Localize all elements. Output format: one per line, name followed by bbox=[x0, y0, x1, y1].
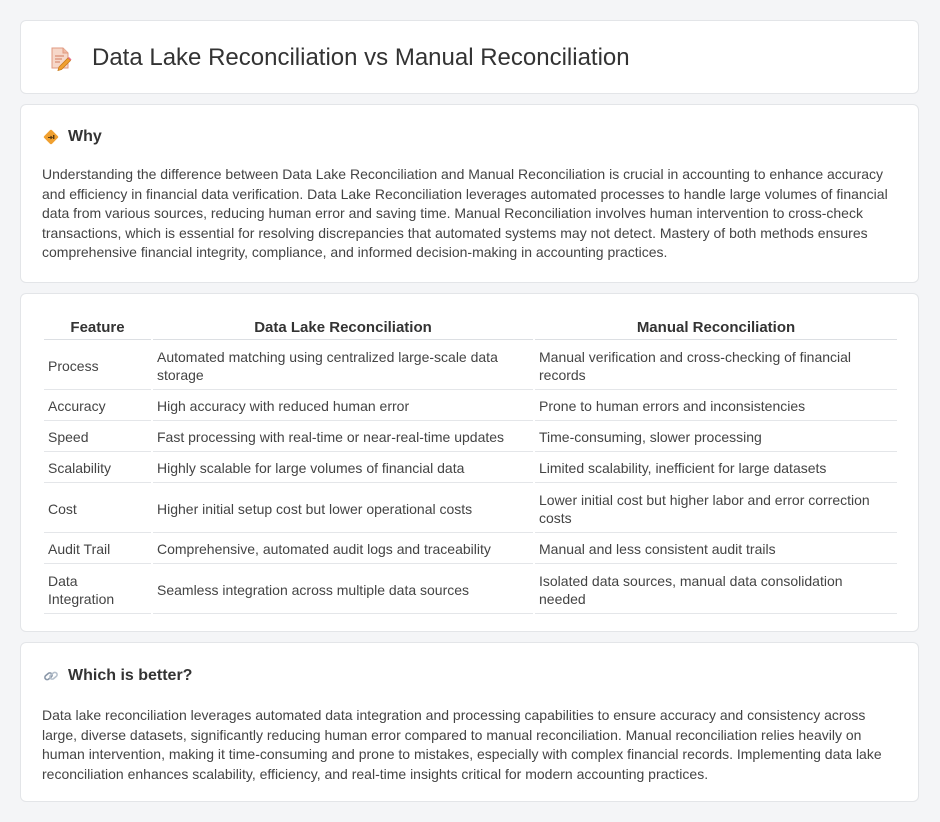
comparison-card bbox=[20, 293, 919, 632]
manual-cell: Lower initial cost but higher labor and error correction costs bbox=[535, 485, 897, 533]
data-lake-cell: Highly scalable for large volumes of financial data bbox=[153, 454, 533, 483]
header-data-lake: Data Lake Reconciliation bbox=[153, 316, 533, 340]
feature-cell: Scalability bbox=[44, 454, 151, 483]
data-lake-cell: Comprehensive, automated audit logs and traceability bbox=[153, 535, 533, 564]
why-text: Understanding the difference between Data Lake Reconciliation and Manual Reconciliation is crucial in accounting to enhance accuracy and efficiency in financial data verification. Data Lake Reconciliation leverages automated processes to handle large volumes of financial data from various sources, reducing human error and saving time. Manual Reconciliation involves human intervention to cross-check transactions, which is essential for resolving discrepancies that automated systems may not detect. Mastery of both methods ensures comprehensive financial integrity, compliance, and informed decision-making in accounting practices. bbox=[42, 166, 888, 261]
link-icon bbox=[43, 668, 59, 684]
table-row bbox=[44, 342, 897, 390]
data-lake-cell: Seamless integration across multiple data sources bbox=[153, 566, 533, 614]
feature-cell: Cost bbox=[44, 485, 151, 533]
better-text: Data lake reconciliation leverages automated data integration and processing capabilities to ensure accuracy and consistency across large, diverse datasets, significantly reducing human error compared to manual reconciliation. Manual reconciliation relies heavily on human intervention, making it time-consuming and prone to mistakes, especially with complex financial records. Implementing data lake reconciliation enhances scalability, efficiency, and real-time insights critical for modern accounting practices. bbox=[42, 707, 882, 782]
header-card bbox=[20, 20, 919, 94]
feature-cell: Data Integration bbox=[44, 566, 151, 614]
data-lake-cell: Fast processing with real-time or near-real-time updates bbox=[153, 423, 533, 452]
table-row bbox=[44, 566, 897, 614]
why-section bbox=[20, 104, 919, 283]
header-manual: Manual Reconciliation bbox=[535, 316, 897, 340]
better-heading: Which is better? bbox=[68, 667, 193, 684]
data-lake-cell: Automated matching using centralized large-scale data storage bbox=[153, 342, 533, 390]
better-heading-row bbox=[43, 667, 192, 685]
manual-cell: Manual and less consistent audit trails bbox=[535, 535, 897, 564]
data-lake-cell: High accuracy with reduced human error bbox=[153, 392, 533, 421]
table-header-row bbox=[44, 316, 897, 340]
table-row bbox=[44, 485, 897, 533]
comparison-table bbox=[42, 314, 899, 616]
table-row bbox=[44, 423, 897, 452]
feature-cell: Process bbox=[44, 342, 151, 390]
manual-cell: Isolated data sources, manual data consolidation needed bbox=[535, 566, 897, 614]
data-lake-cell: Higher initial setup cost but lower operational costs bbox=[153, 485, 533, 533]
manual-cell: Time-consuming, slower processing bbox=[535, 423, 897, 452]
feature-cell: Speed bbox=[44, 423, 151, 452]
why-heading-row bbox=[43, 128, 102, 146]
table-row bbox=[44, 454, 897, 483]
which-better-section bbox=[20, 642, 919, 802]
diamond-sign-icon bbox=[43, 129, 59, 145]
header-feature: Feature bbox=[44, 316, 151, 340]
manual-cell: Manual verification and cross-checking of financial records bbox=[535, 342, 897, 390]
feature-cell: Accuracy bbox=[44, 392, 151, 421]
page-title: Data Lake Reconciliation vs Manual Reconciliation bbox=[92, 44, 630, 71]
table-row bbox=[44, 535, 897, 564]
document-pen-icon bbox=[47, 45, 73, 71]
why-heading: Why bbox=[68, 128, 102, 145]
manual-cell: Prone to human errors and inconsistencies bbox=[535, 392, 897, 421]
manual-cell: Limited scalability, inefficient for large datasets bbox=[535, 454, 897, 483]
table-row bbox=[44, 392, 897, 421]
feature-cell: Audit Trail bbox=[44, 535, 151, 564]
